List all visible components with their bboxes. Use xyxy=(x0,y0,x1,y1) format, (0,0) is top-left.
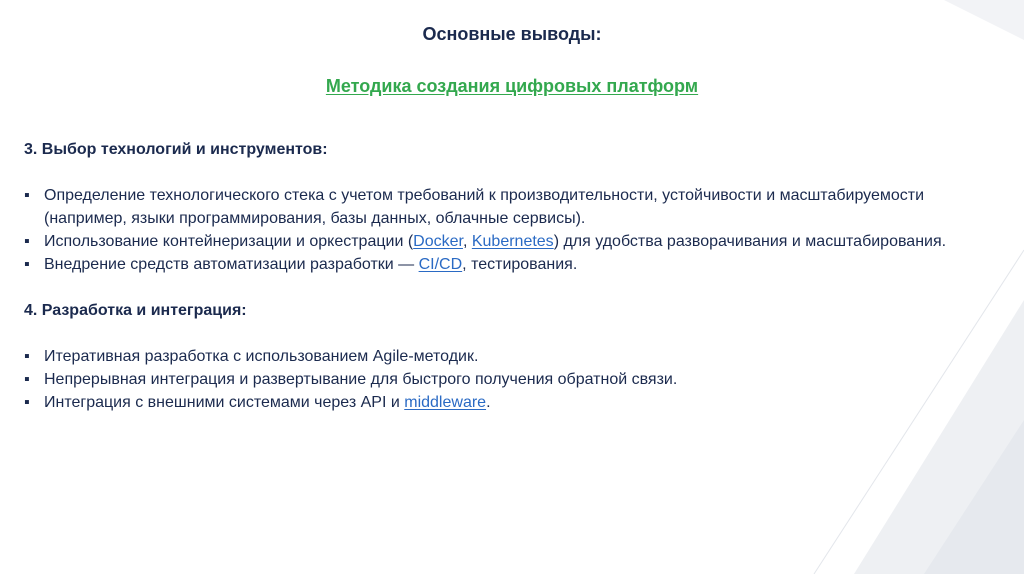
bullet-icon: ▪ xyxy=(24,187,30,204)
bullet-icon: ▪ xyxy=(24,233,30,250)
bullet-icon: ▪ xyxy=(24,348,30,365)
list-item-text: Использование контейнеризации и оркестрации ( xyxy=(44,233,414,250)
list-item-text: ) для удобства разворачивания и масштабирования. xyxy=(553,233,947,250)
list-item xyxy=(24,345,984,368)
bullet-icon: ▪ xyxy=(24,394,30,411)
middleware-link[interactable]: middleware xyxy=(404,394,487,411)
section-heading-technologies: 3. Выбор технологий и инструментов: xyxy=(24,141,328,158)
technologies-bullet-list xyxy=(24,184,984,276)
list-item-text: Определение технологического стека с учетом требований к производительности, устойчивости и масштабируемости (например, языки программирования, базы данных, облачные сервисы). xyxy=(44,187,925,227)
list-item-text: Непрерывная интеграция и развертывание для быстрого получения обратной связи. xyxy=(44,371,678,388)
list-item-text: , тестирования. xyxy=(462,256,578,273)
list-item-text: Интеграция с внешними системами через API и xyxy=(44,394,405,411)
list-item xyxy=(24,253,984,276)
kubernetes-link[interactable]: Kubernetes xyxy=(471,233,554,250)
ci-cd-link[interactable]: CI/CD xyxy=(418,256,463,273)
list-item-text: Внедрение средств автоматизации разработки — xyxy=(44,256,419,273)
development-bullet-list xyxy=(24,345,984,414)
list-item-text: . xyxy=(486,394,491,411)
list-item xyxy=(24,391,984,414)
list-item xyxy=(24,230,984,253)
list-item-text: Итеративная разработка с использованием Agile-методик. xyxy=(44,348,479,365)
spacer xyxy=(24,276,984,299)
content-body xyxy=(24,138,984,414)
bullet-icon: ▪ xyxy=(24,371,30,388)
section-heading-development: 4. Разработка и интеграция: xyxy=(24,302,247,319)
list-item xyxy=(24,184,984,230)
spacer xyxy=(24,322,984,345)
list-item-text: , xyxy=(462,233,472,250)
slide-subtitle xyxy=(0,74,1024,98)
docker-link[interactable]: Docker xyxy=(413,233,463,250)
list-item xyxy=(24,368,984,391)
slide-subtitle-text: Методика создания цифровых платформ xyxy=(325,76,699,96)
slide-title: Основные выводы: xyxy=(422,24,602,44)
decoration-shape-bottom xyxy=(924,420,1024,574)
spacer xyxy=(24,161,984,184)
bullet-icon: ▪ xyxy=(24,256,30,273)
